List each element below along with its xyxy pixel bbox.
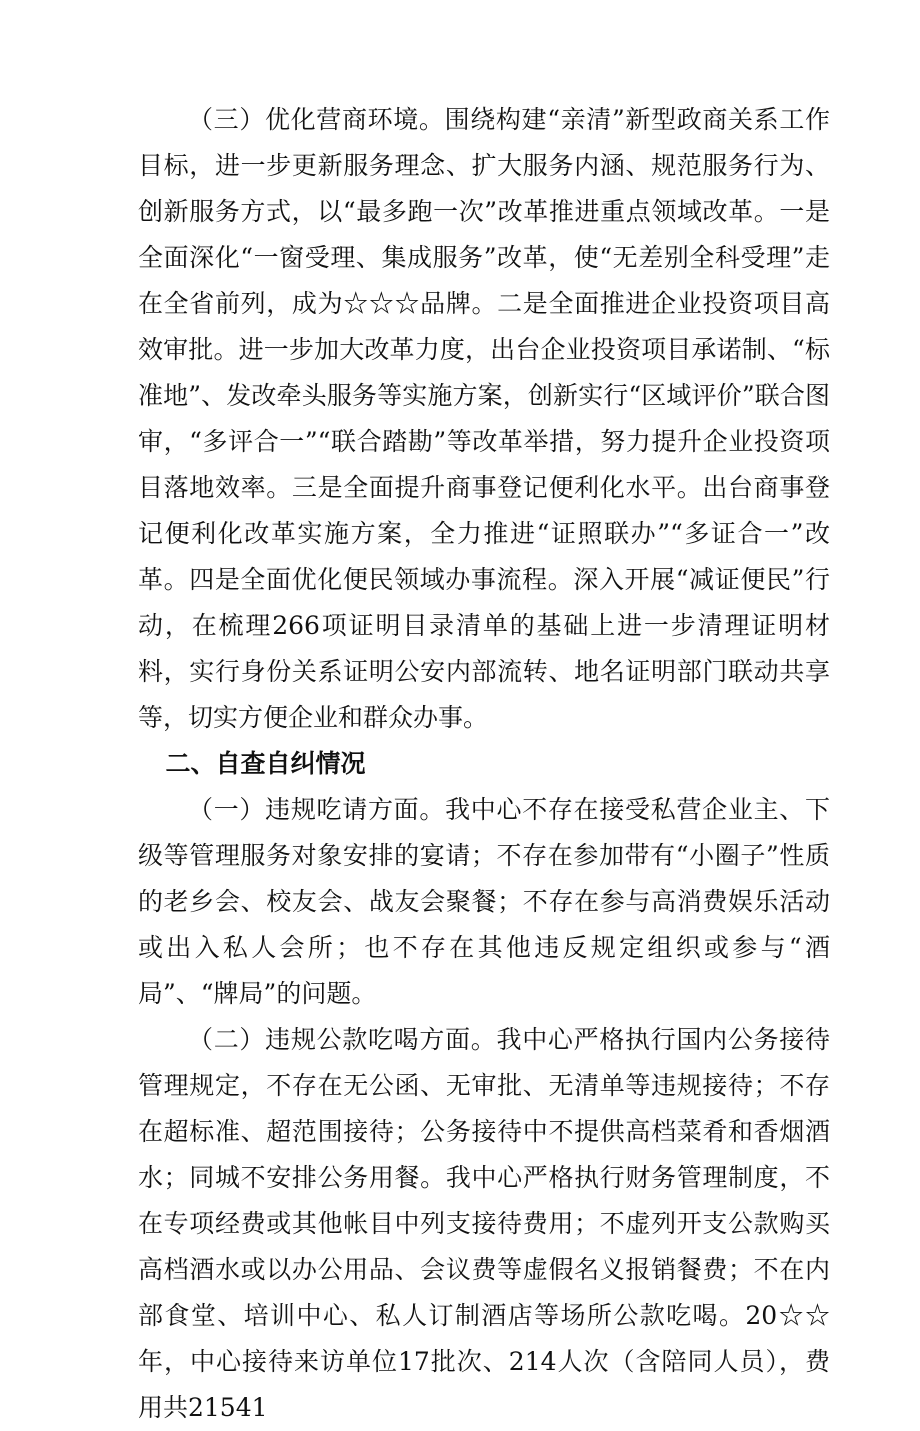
paragraph-optimize-business-environment: （三）优化营商环境。围绕构建“亲清”新型政商关系工作目标，进一步更新服务理念、扩大服务内涵、规范服务行为、创新服务方式，以“最多跑一次”改革推进重点领域改革。一是全面深化“一窗受理、集成服务”改革，使“无差别全科受理”走在全省前列，成为☆☆☆品牌。二是全面推进企业投资项目高效审批。进一步加大改革力度，出台企业投资项目承诺制、“标准地”、发改牵头服务等实施方案，创新实行“区域评价”联合图审，“多评合一”“联合踏勘”等改革举措，努力提升企业投资项目落地效率。三是全面提升商事登记便利化水平。出台商事登记便利化改革实施方案，全力推进“证照联办”“多证合一”改革。四是全面优化便民领域办事流程。深入开展“减证便民”行动，在梳理266项证明目录清单的基础上进一步清理证明材料，实行身份关系证明公安内部流转、地名证明部门联动共享等，切实方便企业和群众办事。 (138, 105, 830, 732)
document-body (138, 97, 830, 1431)
paragraph-illegal-banquets: （一）违规吃请方面。我中心不存在接受私营企业主、下级等管理服务对象安排的宴请；不存在参加带有“小圈子”性质的老乡会、校友会、战友会聚餐；不存在参与高消费娱乐活动或出入私人会所；也不存在其他违反规定组织或参与“酒局”、“牌局”的问题。 (138, 795, 830, 1008)
section-heading-self-inspection: 二、自查自纠情况 (165, 749, 366, 778)
paragraph-public-funds-dining: （二）违规公款吃喝方面。我中心严格执行国内公务接待管理规定，不存在无公函、无审批、无清单等违规接待；不存在超标准、超范围接待；公务接待中不提供高档菜肴和香烟酒水；同城不安排公务用餐。我中心严格执行财务管理制度，不在专项经费或其他帐目中列支接待费用；不虚列开支公款购买高档酒水或以办公用品、会议费等虚假名义报销餐费；不在内部食堂、培训中心、私人订制酒店等场所公款吃喝。20☆☆年，中心接待来访单位17批次、214人次（含陪同人员），费用共21541 (138, 1025, 830, 1422)
